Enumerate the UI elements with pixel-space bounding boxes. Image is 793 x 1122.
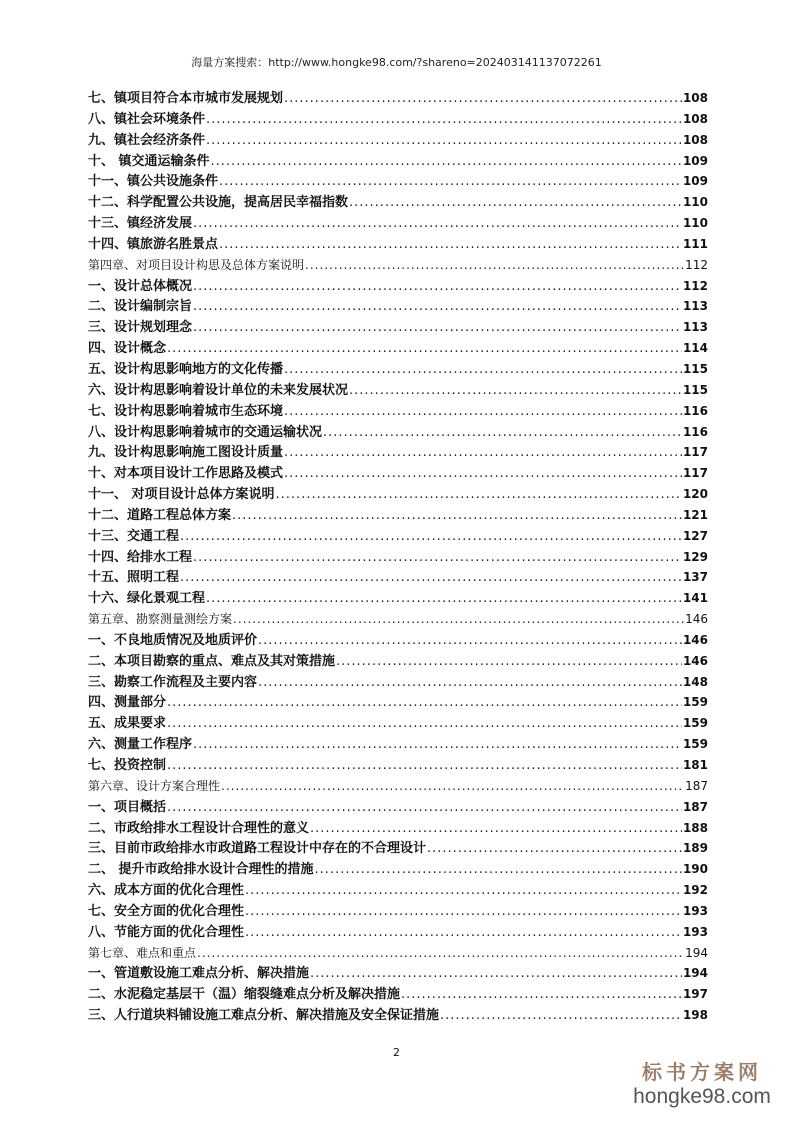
- toc-chapter-entry[interactable]: [88, 609, 708, 630]
- toc-entry[interactable]: [88, 526, 708, 547]
- toc-entry-page: 109: [682, 153, 708, 168]
- toc-entry[interactable]: [88, 713, 708, 734]
- toc-entry[interactable]: [88, 234, 708, 255]
- toc-entry[interactable]: [88, 1005, 708, 1026]
- toc-entry-page: 115: [682, 361, 708, 376]
- toc-entry-title: 六、成本方面的优化合理性: [88, 883, 245, 899]
- toc-entry-title: 十四、镇旅游名胜景点: [88, 236, 219, 252]
- toc-entry-page: 113: [682, 299, 708, 314]
- toc-entry-title: 二、 提升市政给排水设计合理性的措施: [88, 862, 314, 878]
- dot-leader: [245, 923, 682, 944]
- toc-entry[interactable]: [88, 463, 708, 484]
- dot-leader: [193, 318, 682, 339]
- toc-entry-title: 十二、道路工程总体方案: [88, 507, 232, 523]
- toc-entry[interactable]: [88, 192, 708, 213]
- toc-chapter-entry[interactable]: [88, 255, 708, 276]
- dot-leader: [440, 1006, 682, 1027]
- toc-entry-page: 120: [682, 487, 708, 502]
- toc-entry-page: 112: [685, 257, 708, 272]
- dot-leader: [336, 652, 682, 673]
- toc-entry[interactable]: [88, 963, 708, 984]
- toc-entry[interactable]: [88, 359, 708, 380]
- toc-entry-page: 121: [682, 507, 708, 522]
- toc-entry-title: 七、设计构思影响着城市生态环境: [88, 403, 284, 419]
- toc-entry-title: 五、设计构思影响地方的文化传播: [88, 361, 284, 377]
- toc-entry-title: 七、镇项目符合本市城市发展规划: [88, 91, 284, 106]
- toc-entry[interactable]: [88, 109, 708, 130]
- toc-entry-page: 110: [682, 216, 708, 231]
- toc-entry-page: 181: [682, 758, 708, 772]
- toc-entry-page: 108: [682, 132, 708, 147]
- toc-entry-page: 115: [682, 382, 708, 397]
- toc-entry[interactable]: [88, 922, 708, 943]
- dot-leader: [284, 464, 682, 485]
- dot-leader: [221, 776, 684, 797]
- toc-entry-title: 三、勘察工作流程及主要内容: [88, 674, 258, 690]
- dot-leader: [206, 131, 682, 152]
- toc-entry-page: 108: [682, 111, 708, 126]
- dot-leader: [167, 693, 682, 714]
- toc-entry-title: 十五、照明工程: [88, 570, 180, 586]
- dot-leader: [258, 631, 682, 652]
- toc-entry-page: 129: [682, 549, 708, 564]
- dot-leader: [206, 110, 682, 131]
- toc-entry[interactable]: [88, 213, 708, 234]
- toc-entry[interactable]: [88, 984, 708, 1005]
- page-header: 海量方案搜索：http://www.hongke98.com/?shareno=20240314113707​2261: [191, 56, 602, 69]
- toc-entry[interactable]: [88, 505, 708, 526]
- toc-entry-page: 146: [685, 612, 708, 627]
- toc-entry-page: 193: [682, 924, 708, 939]
- dot-leader: [305, 255, 684, 276]
- toc-entry[interactable]: [88, 588, 708, 609]
- toc-entry-title: 十三、交通工程: [88, 528, 180, 544]
- toc-entry[interactable]: [88, 338, 708, 359]
- toc-entry[interactable]: [88, 755, 708, 776]
- dot-leader: [193, 297, 682, 318]
- dot-leader: [245, 902, 682, 923]
- dot-leader: [219, 172, 682, 193]
- toc-entry[interactable]: [88, 901, 708, 922]
- dot-leader: [167, 339, 682, 360]
- toc-entry[interactable]: [88, 567, 708, 588]
- toc-chapter-entry[interactable]: [88, 943, 708, 964]
- dot-leader: [310, 819, 682, 840]
- toc-entry-title: 八、节能方面的优化合理性: [88, 924, 245, 940]
- toc-entry-page: 188: [682, 820, 708, 835]
- toc-entry-title: 七、安全方面的优化合理性: [88, 903, 245, 919]
- toc-entry-title: 第四章、对项目设计构思及总体方案说明: [88, 257, 305, 272]
- toc-entry[interactable]: [88, 276, 708, 297]
- toc-entry-page: 146: [682, 632, 708, 647]
- dot-leader: [349, 193, 682, 214]
- toc-entry-page: 116: [682, 403, 708, 418]
- toc-entry-page: 159: [682, 716, 708, 731]
- toc-entry[interactable]: [88, 818, 708, 839]
- toc-entry-title: 五、成果要求: [88, 716, 167, 732]
- toc-entry-title: 十三、镇经济发展: [88, 216, 193, 232]
- dot-leader: [180, 527, 682, 548]
- dot-leader: [232, 506, 682, 527]
- toc-entry-title: 第六章、设计方案合理性: [88, 778, 221, 793]
- toc-entry-title: 九、镇社会经济条件: [88, 132, 206, 148]
- toc-entry[interactable]: [88, 672, 708, 693]
- toc-entry-title: 三、人行道块料铺设施工难点分析、解决措施及安全保证措施: [88, 1008, 440, 1024]
- toc-entry-page: 192: [682, 883, 708, 898]
- toc-entry[interactable]: [88, 130, 708, 151]
- dot-leader: [233, 609, 684, 630]
- dot-leader: [167, 798, 682, 819]
- toc-entry-page: 194: [682, 966, 708, 981]
- toc-entry-page: 187: [685, 778, 708, 793]
- toc-entry-title: 四、设计概念: [88, 341, 167, 357]
- toc-entry-page: 197: [682, 987, 708, 1002]
- dot-leader: [284, 402, 682, 423]
- toc-entry[interactable]: [88, 380, 708, 401]
- toc-entry[interactable]: [88, 692, 708, 713]
- toc-entry-page: 108: [682, 91, 708, 105]
- dot-leader: [211, 152, 682, 173]
- toc-entry-page: 127: [682, 528, 708, 543]
- toc-entry[interactable]: [88, 797, 708, 818]
- dot-leader: [276, 485, 682, 506]
- toc-entry[interactable]: [88, 547, 708, 568]
- toc-entry-title: 三、目前市政给排水市政道路工程设计中存在的不合理设计: [88, 841, 427, 857]
- toc-entry-page: 137: [682, 570, 708, 585]
- toc-entry-title: 十、对本项目设计工作思路及模式: [88, 466, 284, 482]
- toc-entry-page: 117: [682, 466, 708, 481]
- toc-entry-page: 194: [685, 945, 708, 960]
- dot-leader: [427, 839, 682, 860]
- table-of-contents: [88, 88, 708, 1026]
- toc-entry-title: 十一、镇公共设施条件: [88, 174, 219, 190]
- toc-entry-title: 第五章、勘察测量测绘方案: [88, 612, 233, 627]
- page-number: 2: [393, 1046, 400, 1059]
- toc-entry-page: 159: [682, 737, 708, 752]
- toc-entry-title: 十四、给排水工程: [88, 549, 193, 565]
- toc-entry[interactable]: [88, 838, 708, 859]
- dot-leader: [197, 943, 684, 964]
- toc-entry-title: 二、市政给排水工程设计合理性的意义: [88, 820, 310, 836]
- toc-entry[interactable]: [88, 151, 708, 172]
- toc-entry[interactable]: [88, 651, 708, 672]
- toc-entry-title: 六、测量工作程序: [88, 737, 193, 753]
- toc-entry-title: 七、投资控制: [88, 758, 167, 773]
- toc-entry-page: 109: [682, 174, 708, 189]
- dot-leader: [315, 860, 682, 881]
- dot-leader: [193, 214, 682, 235]
- toc-entry-page: 112: [682, 278, 708, 293]
- toc-entry[interactable]: [88, 880, 708, 901]
- toc-entry-page: 187: [682, 799, 708, 814]
- dot-leader: [193, 735, 682, 756]
- toc-entry-page: 148: [682, 674, 708, 689]
- toc-entry-title: 八、镇社会环境条件: [88, 111, 206, 127]
- toc-entry-page: 198: [682, 1008, 708, 1023]
- toc-entry-title: 第七章、难点和重点: [88, 945, 197, 960]
- toc-entry-page: 193: [682, 903, 708, 918]
- toc-entry-page: 189: [682, 841, 708, 856]
- dot-leader: [310, 964, 682, 985]
- toc-entry-title: 一、不良地质情况及地质评价: [88, 632, 258, 648]
- toc-entry-title: 一、设计总体概况: [88, 278, 193, 294]
- dot-leader: [258, 673, 682, 694]
- toc-entry-title: 十一、 对项目设计总体方案说明: [88, 487, 275, 503]
- toc-entry[interactable]: [88, 422, 708, 443]
- watermark-domain: hongke98.com: [633, 1085, 771, 1108]
- toc-entry-title: 十、 镇交通运输条件: [88, 153, 210, 169]
- toc-entry[interactable]: [88, 734, 708, 755]
- toc-entry-title: 一、项目概括: [88, 799, 167, 815]
- toc-entry-title: 六、设计构思影响着设计单位的未来发展状况: [88, 382, 349, 398]
- toc-entry-page: 146: [682, 653, 708, 668]
- dot-leader: [284, 360, 682, 381]
- dot-leader: [180, 568, 682, 589]
- dot-leader: [245, 881, 682, 902]
- toc-entry-page: 113: [682, 320, 708, 335]
- toc-entry[interactable]: [88, 630, 708, 651]
- toc-entry-title: 三、设计规划理念: [88, 320, 193, 336]
- toc-entry-page: 190: [682, 862, 708, 877]
- toc-entry-title: 二、水泥稳定基层干（温）缩裂缝难点分析及解决措施: [88, 987, 401, 1003]
- watermark-title: 标书方案网: [642, 1060, 762, 1084]
- toc-entry-page: 117: [682, 445, 708, 460]
- dot-leader: [323, 423, 682, 444]
- toc-entry[interactable]: [88, 442, 708, 463]
- toc-entry-title: 二、本项目勘察的重点、难点及其对策措施: [88, 653, 336, 669]
- toc-entry-page: 116: [682, 424, 708, 439]
- toc-entry[interactable]: [88, 317, 708, 338]
- toc-entry-title: 十二、科学配置公共设施，提高居民幸福指数: [88, 195, 349, 211]
- toc-chapter-entry[interactable]: [88, 776, 708, 797]
- watermark-logo: [627, 1060, 777, 1110]
- toc-entry[interactable]: [88, 859, 708, 880]
- dot-leader: [401, 985, 682, 1006]
- toc-entry[interactable]: [88, 296, 708, 317]
- toc-entry-title: 九、设计构思影响施工图设计质量: [88, 445, 284, 461]
- toc-entry-title: 十六、绿化景观工程: [88, 591, 206, 607]
- toc-entry-title: 四、测量部分: [88, 695, 167, 711]
- toc-entry[interactable]: [88, 171, 708, 192]
- dot-leader: [193, 277, 682, 298]
- dot-leader: [167, 756, 682, 777]
- dot-leader: [193, 548, 682, 569]
- toc-entry[interactable]: [88, 401, 708, 422]
- toc-entry-page: 159: [682, 695, 708, 710]
- toc-entry-title: 二、设计编制宗旨: [88, 299, 193, 315]
- dot-leader: [206, 589, 682, 610]
- toc-entry-title: 八、设计构思影响着城市的交通运输状况: [88, 424, 323, 440]
- toc-entry[interactable]: [88, 484, 708, 505]
- dot-leader: [167, 714, 682, 735]
- dot-leader: [349, 381, 682, 402]
- toc-entry-page: 111: [682, 236, 708, 251]
- dot-leader: [219, 235, 682, 256]
- toc-entry-page: 114: [682, 341, 708, 356]
- dot-leader: [284, 89, 682, 110]
- toc-entry[interactable]: [88, 88, 708, 109]
- toc-entry-title: 一、管道敷设施工难点分析、解决措施: [88, 966, 310, 982]
- toc-entry-page: 110: [682, 195, 708, 210]
- toc-entry-page: 141: [682, 591, 708, 606]
- dot-leader: [284, 443, 682, 464]
